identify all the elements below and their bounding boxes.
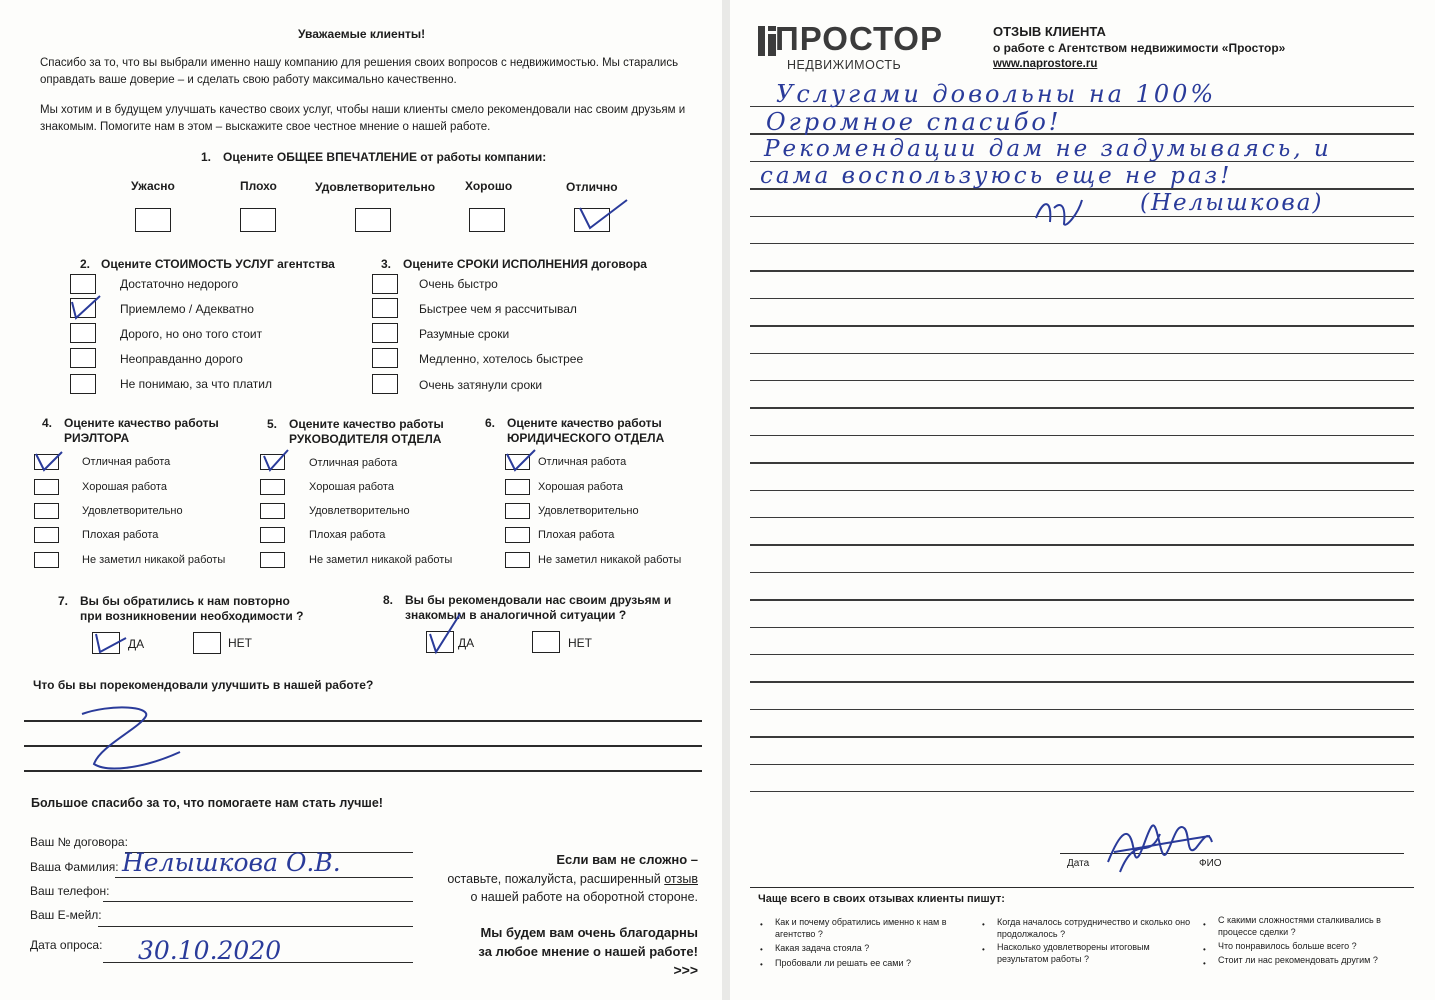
review-writing-line[interactable] [750,407,1414,408]
review-writing-line[interactable] [750,490,1414,491]
review-line: сама воспользуюсь еще не раз! [760,163,1233,189]
q7-yes-checkbox-checked[interactable] [92,632,120,654]
intro-line: знакомым. Помогите нам в этом – выскажите свое честное мнение о нашей работе. [40,121,491,133]
fio-label: ФИО [1199,858,1222,869]
q4-checkbox[interactable] [34,503,59,519]
q4-option-label: Плохая работа [82,529,159,541]
hint-item: Что понравилось больше всего ? [1218,941,1357,951]
bullet-icon: • [760,920,763,929]
question-6-label: Оцените качество работы [507,416,662,430]
contract-label: Ваш № договора: [30,835,128,849]
intro-line: Мы хотим и в будущем улучшать качество своих услуг, чтобы наши клиенты смело рекомендовали нас своим друзьям и [40,104,686,116]
bullet-icon: • [1203,920,1206,929]
surname-field[interactable] [115,877,413,878]
q5-option-label: Плохая работа [309,529,386,541]
q1-option-label: Хорошо [465,179,513,193]
review-writing-line[interactable] [750,298,1414,299]
surname-handwriting: Нелышкова О.В. [122,848,341,877]
prostor-logo [756,22,956,76]
q7-yes-label: ДА [128,637,145,651]
q4-checkbox[interactable] [34,527,59,543]
logo-subtext: НЕДВИЖИМОСТЬ [787,58,902,72]
q5-checkbox[interactable] [260,479,285,495]
often-title: Чаще всего в своих отзывах клиенты пишут: [758,893,1005,905]
answer-line[interactable] [24,745,702,747]
review-writing-line[interactable] [750,270,1414,271]
hint-item: Какая задача стояла ? [775,943,870,953]
review-writing-line[interactable] [750,654,1414,655]
q6-checkbox-checked[interactable] [505,454,530,470]
q1-checkbox[interactable] [469,208,505,232]
review-writing-line[interactable] [750,791,1414,792]
hint-item: Пробовали ли решать ее сами ? [775,958,911,968]
question-5-label: Оцените качество работы [289,417,444,431]
q5-checkbox-checked[interactable] [260,454,285,470]
q7-no-checkbox[interactable] [193,632,221,654]
review-line: (Нелышкова) [1140,190,1324,216]
question-1-label: Оцените ОБЩЕЕ ВПЕЧАТЛЕНИЕ от работы компании: [223,150,547,164]
website-link[interactable]: www.naprostore.ru [993,58,1098,70]
question-number: 6. [485,416,496,430]
q2-checkbox[interactable] [70,348,96,368]
question-number: 3. [381,257,392,271]
email-label: Ваш Е-мейл: [30,908,102,922]
q3-checkbox[interactable] [372,374,398,394]
q6-option-label: Удовлетворительно [538,505,639,517]
hint-item: С какими сложностями сталкивались в процессе сделки ? [1218,915,1381,937]
question-number: 7. [58,594,69,608]
q8-no-checkbox[interactable] [532,631,560,653]
bullet-icon: • [1203,945,1206,954]
review-writing-line[interactable] [750,380,1414,381]
hint-item: Стоит ли нас рекомендовать другим ? [1218,955,1378,965]
q4-option-label: Не заметил никакой работы [82,554,226,566]
review-line: Огромное спасибо! [766,108,1062,136]
q1-option-label: Плохо [240,179,277,193]
question-4-label: Оцените качество работы [64,416,219,430]
q1-checkbox[interactable] [135,208,171,232]
review-title: ОТЗЫВ КЛИЕНТА [993,24,1106,39]
q6-option-label: Хорошая работа [538,481,623,493]
question-3-label: Оцените СРОКИ ИСПОЛНЕНИЯ договора [403,257,647,271]
q6-option-label: Плохая работа [538,529,615,541]
bullet-icon: • [982,920,985,929]
review-page [730,0,1435,1000]
q4-option-label: Удовлетворительно [82,505,183,517]
question-number: 8. [383,593,394,607]
question-number: 2. [80,257,91,271]
q2-option-label: Дорого, но оно того стоит [120,327,263,341]
question-2-label: Оцените СТОИМОСТЬ УСЛУГ агентства [101,257,335,271]
date-handwriting: 30.10.2020 [138,936,282,965]
q3-checkbox[interactable] [372,274,398,294]
q6-option-label: Не заметил никакой работы [538,554,682,566]
q3-option-label: Быстрее чем я рассчитывал [419,302,577,316]
review-line: Рекомендации дам не задумываясь, и [764,136,1332,162]
aside-line [447,872,698,886]
q4-checkbox-checked[interactable] [34,454,59,470]
answer-line[interactable] [24,770,702,772]
aside-text: оставьте, пожалуйста, расширенный [447,872,665,886]
q8-yes-checkbox-checked[interactable] [426,631,454,653]
bullet-icon: • [1203,959,1206,968]
q5-option-label: Не заметил никакой работы [309,554,453,566]
hint-item: Когда началось сотрудничество и сколько оно продолжалось ? [997,917,1191,939]
q1-option-label: Удовлетворительно [315,180,436,194]
signature-scribble [1100,812,1220,882]
arrows: >>> [673,962,698,978]
review-link[interactable]: отзыв [664,872,698,886]
question-7-label: Вы бы обратились к нам повторно [80,594,290,608]
review-writing-line[interactable] [750,599,1414,600]
survey-title: Уважаемые клиенты! [298,27,426,41]
question-number: 5. [267,417,278,431]
review-writing-line[interactable] [750,462,1414,463]
q3-checkbox[interactable] [372,298,398,318]
q3-option-label: Очень быстро [419,277,498,291]
q4-option-label: Хорошая работа [82,481,167,493]
q1-option-label: Ужасно [131,179,175,193]
q5-checkbox[interactable] [260,527,285,543]
aside-line: Мы будем вам очень благодарны [480,925,698,940]
review-writing-line[interactable] [750,517,1414,518]
q3-option-label: Разумные сроки [419,327,510,341]
aside-line: о нашей работе на оборотной стороне. [470,890,698,904]
q8-no-label: НЕТ [568,636,592,650]
q7-no-label: НЕТ [228,636,252,650]
q2-checkbox-checked[interactable] [70,298,96,318]
logo-text: ПРОСТОР [775,20,943,57]
hint-item: Как и почему обратились именно к нам в агентство ? [775,917,947,939]
review-writing-line[interactable] [750,243,1414,244]
q3-option-label: Медленно, хотелось быстрее [419,352,584,366]
q1-checkbox[interactable] [240,208,276,232]
review-writing-line[interactable] [750,627,1414,628]
aside-line: Если вам не сложно – [556,852,698,867]
surname-label: Ваша Фамилия: [30,860,119,874]
q2-checkbox[interactable] [70,374,96,394]
review-writing-line[interactable] [750,435,1414,436]
q3-checkbox[interactable] [372,348,398,368]
q1-option-label: Отлично [566,180,618,194]
review-writing-line[interactable] [750,764,1414,765]
q4-checkbox[interactable] [34,552,59,568]
review-writing-line[interactable] [750,353,1414,354]
divider [750,887,1414,888]
date-label: Дата [1067,858,1090,869]
q2-option-label: Неоправданно дорого [120,352,243,366]
bullet-icon: • [982,945,985,954]
q5-option-label: Отличная работа [309,457,398,469]
q6-checkbox[interactable] [505,479,530,495]
question-8-label: знакомым в аналогичной ситуации ? [405,608,627,622]
q6-checkbox[interactable] [505,503,530,519]
answer-line[interactable] [24,720,702,722]
date-label: Дата опроса: [30,938,103,952]
review-writing-line[interactable] [750,325,1414,326]
question-5-label: РУКОВОДИТЕЛЯ ОТДЕЛА [289,432,442,446]
q2-checkbox[interactable] [70,323,96,343]
handwritten-signature-mark [1030,188,1110,234]
intro-line: Спасибо за то, что вы выбрали именно нашу компанию для решения своих вопросов с недвижимостью. Мы старались [40,57,679,69]
handwritten-z-dash [70,700,210,780]
review-line: Услугами довольны на 100% [776,80,1217,108]
q6-checkbox[interactable] [505,552,530,568]
phone-label: Ваш телефон: [30,884,110,898]
intro-line: оправдать ваше доверие – и сделать свою работу максимально качественно. [40,74,457,86]
review-writing-line[interactable] [750,544,1414,545]
q8-yes-label: ДА [458,636,475,650]
q2-checkbox[interactable] [70,274,96,294]
review-writing-line[interactable] [750,681,1414,682]
question-7-label: при возникновении необходимости ? [80,609,304,623]
q1-checkbox[interactable] [355,208,391,232]
q6-option-label: Отличная работа [538,456,627,468]
q4-checkbox[interactable] [34,479,59,495]
question-8-label: Вы бы рекомендовали нас своим друзьям и [405,593,672,607]
q6-checkbox[interactable] [505,527,530,543]
bullet-icon: • [760,945,763,954]
thanks-text: Большое спасибо за то, что помогаете нам стать лучше! [31,796,383,810]
question-number: 4. [42,416,53,430]
q1-checkbox-checked[interactable] [574,208,610,232]
q2-option-label: Не понимаю, за что платил [120,377,273,391]
phone-field[interactable] [103,901,413,902]
question-6-label: ЮРИДИЧЕСКОГО ОТДЕЛА [507,431,665,445]
hint-item: Насколько удовлетворены итоговым результатом работы ? [997,942,1150,964]
review-writing-line[interactable] [750,709,1414,710]
q3-checkbox[interactable] [372,323,398,343]
q2-option-label: Приемлемо / Адекватно [120,302,254,316]
q5-checkbox[interactable] [260,552,285,568]
improvement-question: Что бы вы порекомендовали улучшить в нашей работе? [33,678,374,692]
q5-option-label: Хорошая работа [309,481,394,493]
q2-option-label: Достаточно недорого [120,277,239,291]
review-writing-line[interactable] [750,736,1414,737]
q5-option-label: Удовлетворительно [309,505,410,517]
question-4-label: РИЭЛТОРА [64,431,130,445]
aside-line: за любое мнение о нашей работе! [478,944,698,959]
question-number: 1. [201,150,212,164]
bullet-icon: • [760,960,763,969]
q4-option-label: Отличная работа [82,456,171,468]
q3-option-label: Очень затянули сроки [419,378,543,392]
q5-checkbox[interactable] [260,503,285,519]
review-subtitle: о работе с Агентством недвижимости «Простор» [993,41,1286,55]
email-field[interactable] [98,926,413,927]
review-writing-line[interactable] [750,572,1414,573]
signature-line[interactable] [1060,853,1404,854]
